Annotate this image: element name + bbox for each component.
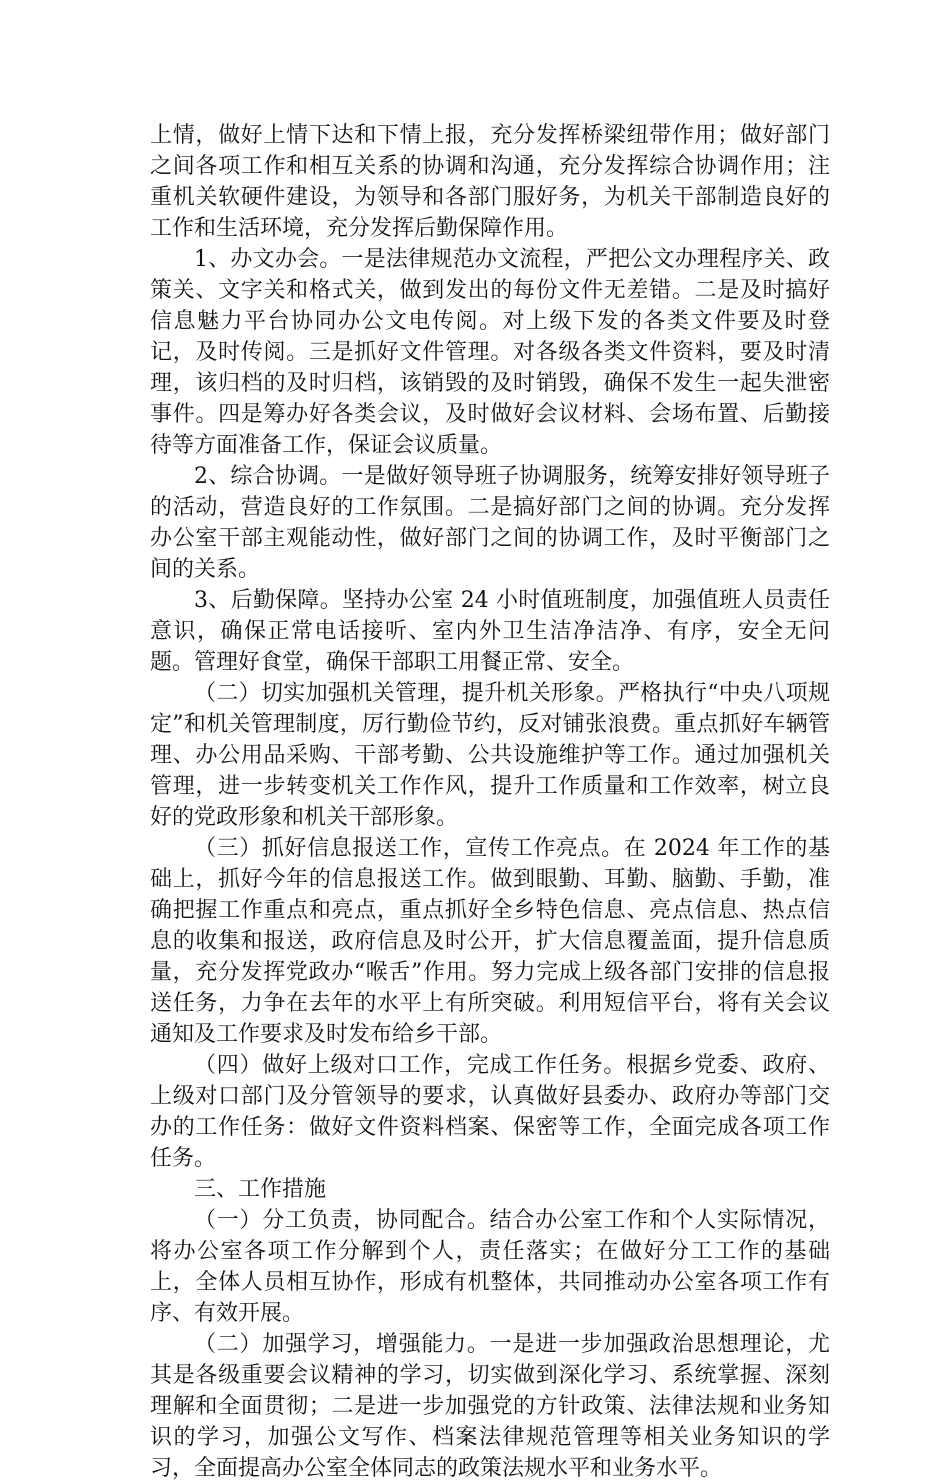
paragraph-superior-liaison: （四）做好上级对口工作，完成工作任务。根据乡党委、政府、上级对口部门及分管领导的要求，认真做好县委办、政府办等部门交办的工作任务：做好文件资料档案、保密等工作，全面完成各项工作任务。: [150, 1053, 830, 1171]
paragraph-study: （二）加强学习，增强能力。一是进一步加强政治思想理论，尤其是各级重要会议精神的学习，切实做到深化学习、系统掌握、深刻理解和全面贯彻；二是进一步加强党的方针政策、法律法规和业务知识的学习，加强公文写作、档案法律规范管理等相关业务知识的学习，全面提高办公室全体同志的政策法规水平和业务水平。: [150, 1332, 830, 1481]
paragraph-document-handling: 1、办文办会。一是法律规范办文流程，严把公文办理程序关、政策关、文字关和格式关，做到发出的每份文件无差错。二是及时搞好信息魅力平台协同办公文电传阅。对上级下发的各类文件要及时登记，及时传阅。三是抓好文件管理。对各级各类文件资料，要及时清理，该归档的及时归档，该销毁的及时销毁，确保不发生一起失泄密事件。四是筹办好各类会议，及时做好会议材料、会场布置、后勤接待等方面准备工作，保证会议质量。: [150, 247, 830, 458]
paragraph-logistics: 3、后勤保障。坚持办公室 24 小时值班制度，加强值班人员责任意识，确保正常电话接听、室内外卫生洁净洁净、有序，安全无问题。管理好食堂，确保干部职工用餐正常、安全。: [150, 588, 830, 675]
paragraph-division-of-labor: （一）分工负责，协同配合。结合办公室工作和个人实际情况，将办公室各项工作分解到个人，责任落实；在做好分工工作的基础上，全体人员相互协作，形成有机整体，共同推动办公室各项工作有序、有效开展。: [150, 1208, 830, 1326]
document-body: [150, 120, 830, 1484]
section-heading-measures: 三、工作措施: [194, 1177, 327, 1202]
paragraph-continuation: 上情，做好上情下达和下情上报，充分发挥桥梁纽带作用；做好部门之间各项工作和相互关系的协调和沟通，充分发挥综合协调作用；注重机关软硬件建设，为领导和各部门服好务，为机关干部制造良好的工作和生活环境，充分发挥后勤保障作用。: [150, 123, 830, 241]
paragraph-information-reporting: （三）抓好信息报送工作，宣传工作亮点。在 2024 年工作的基础上，抓好今年的信息报送工作。做到眼勤、耳勤、脑勤、手勤，准确把握工作重点和亮点，重点抓好全乡特色信息、亮点信息、热点信息的收集和报送，政府信息及时公开，扩大信息覆盖面，提升信息质量，充分发挥党政办“喉舌”作用。努力完成上级各部门安排的信息报送任务，力争在去年的水平上有所突破。利用短信平台，将有关会议通知及工作要求及时发布给乡干部。: [150, 836, 830, 1047]
paragraph-office-management: （二）切实加强机关管理，提升机关形象。严格执行“中央八项规定”和机关管理制度，厉行勤俭节约，反对铺张浪费。重点抓好车辆管理、办公用品采购、干部考勤、公共设施维护等工作。通过加强机关管理，进一步转变机关工作作风，提升工作质量和工作效率，树立良好的党政形象和机关干部形象。: [150, 681, 830, 830]
paragraph-coordination: 2、综合协调。一是做好领导班子协调服务，统筹安排好领导班子的活动，营造良好的工作氛围。二是搞好部门之间的协调。充分发挥办公室干部主观能动性，做好部门之间的协调工作，及时平衡部门之间的关系。: [150, 464, 830, 582]
